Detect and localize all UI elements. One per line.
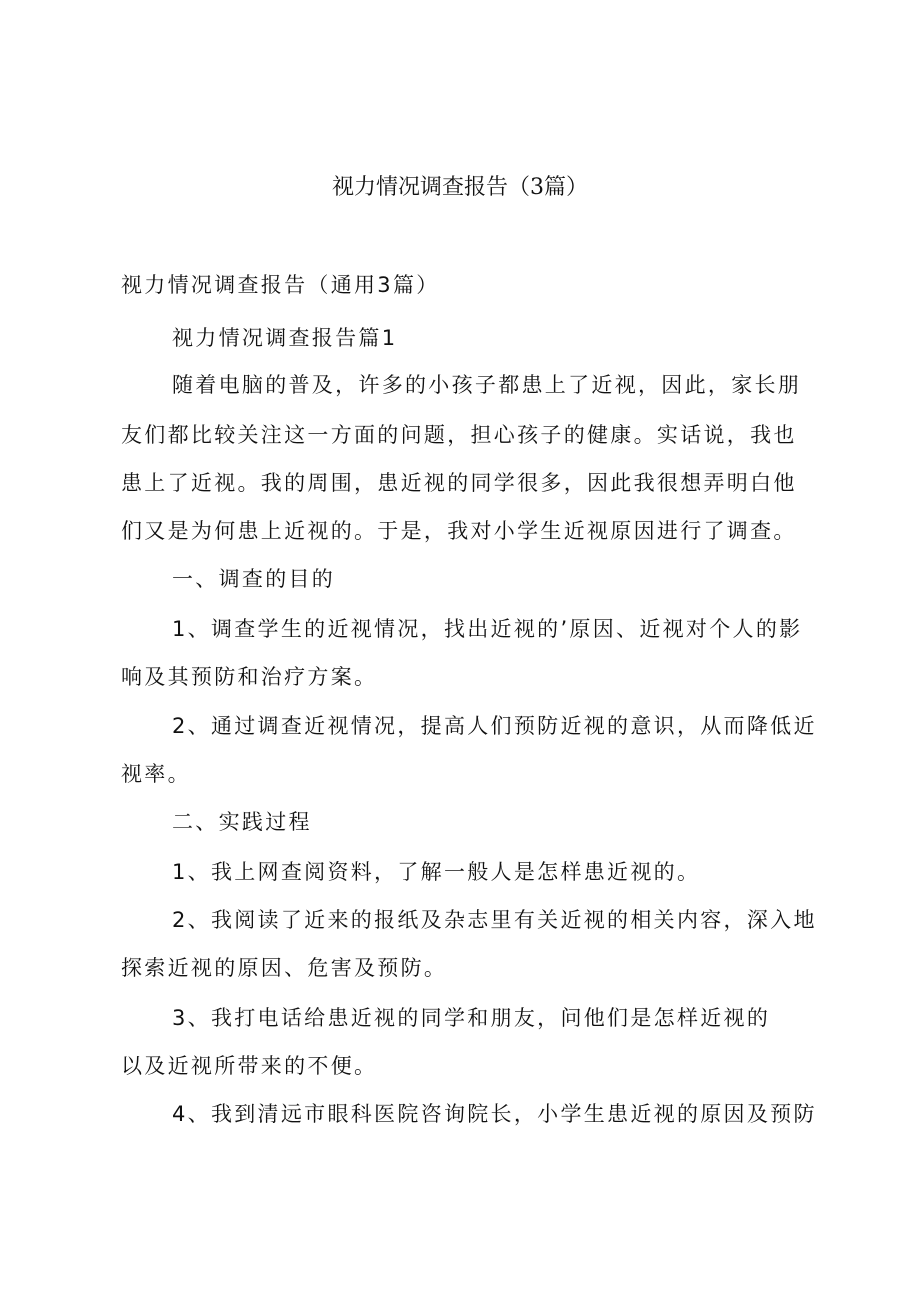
paragraph-line: 随着电脑的普及，许多的小孩子都患上了近视，因此，家长朋 — [172, 373, 802, 397]
paragraph-line: 患上了近视。我的周围，患近视的同学很多，因此我很想弄明白他 — [121, 471, 797, 495]
section-heading: 视力情况调查报告篇1 — [172, 326, 398, 350]
paragraph-line: 以及近视所带来的不便。 — [121, 1054, 378, 1078]
paragraph-line: 视率。 — [121, 762, 191, 786]
paragraph-line: 2、通过调查近视情况，提高人们预防近视的意识，从而降低近 — [172, 714, 817, 738]
paragraph-line: 一、调查的目的 — [172, 567, 336, 591]
paragraph-line: 响及其预防和治疗方案。 — [121, 665, 378, 689]
paragraph-line: 们又是为何患上近视的。于是，我对小学生近视原因进行了调查。 — [121, 519, 797, 543]
paragraph-line: 1、调查学生的近视情况，找出近视的’原因、近视对个人的影 — [172, 617, 803, 641]
paragraph-line: 友们都比较关注这一方面的问题，担心孩子的健康。实话说，我也 — [121, 423, 797, 447]
paragraph-line: 探索近视的原因、危害及预防。 — [121, 956, 448, 980]
document-title: 视力情况调查报告（3篇） — [332, 175, 588, 200]
paragraph-line: 3、我打电话给患近视的同学和朋友，问他们是怎样近视的 — [172, 1006, 771, 1030]
document-subtitle: 视力情况调查报告（通用3篇） — [121, 273, 440, 297]
paragraph-line: 2、我阅读了近来的报纸及杂志里有关近视的相关内容，深入地 — [172, 908, 817, 932]
paragraph-line: 1、我上网查阅资料，了解一般人是怎样患近视的。 — [172, 860, 701, 884]
paragraph-line: 4、我到清远市眼科医院咨询院长，小学生患近视的原因及预防 — [172, 1102, 817, 1126]
paragraph-line: 二、实践过程 — [172, 810, 312, 834]
